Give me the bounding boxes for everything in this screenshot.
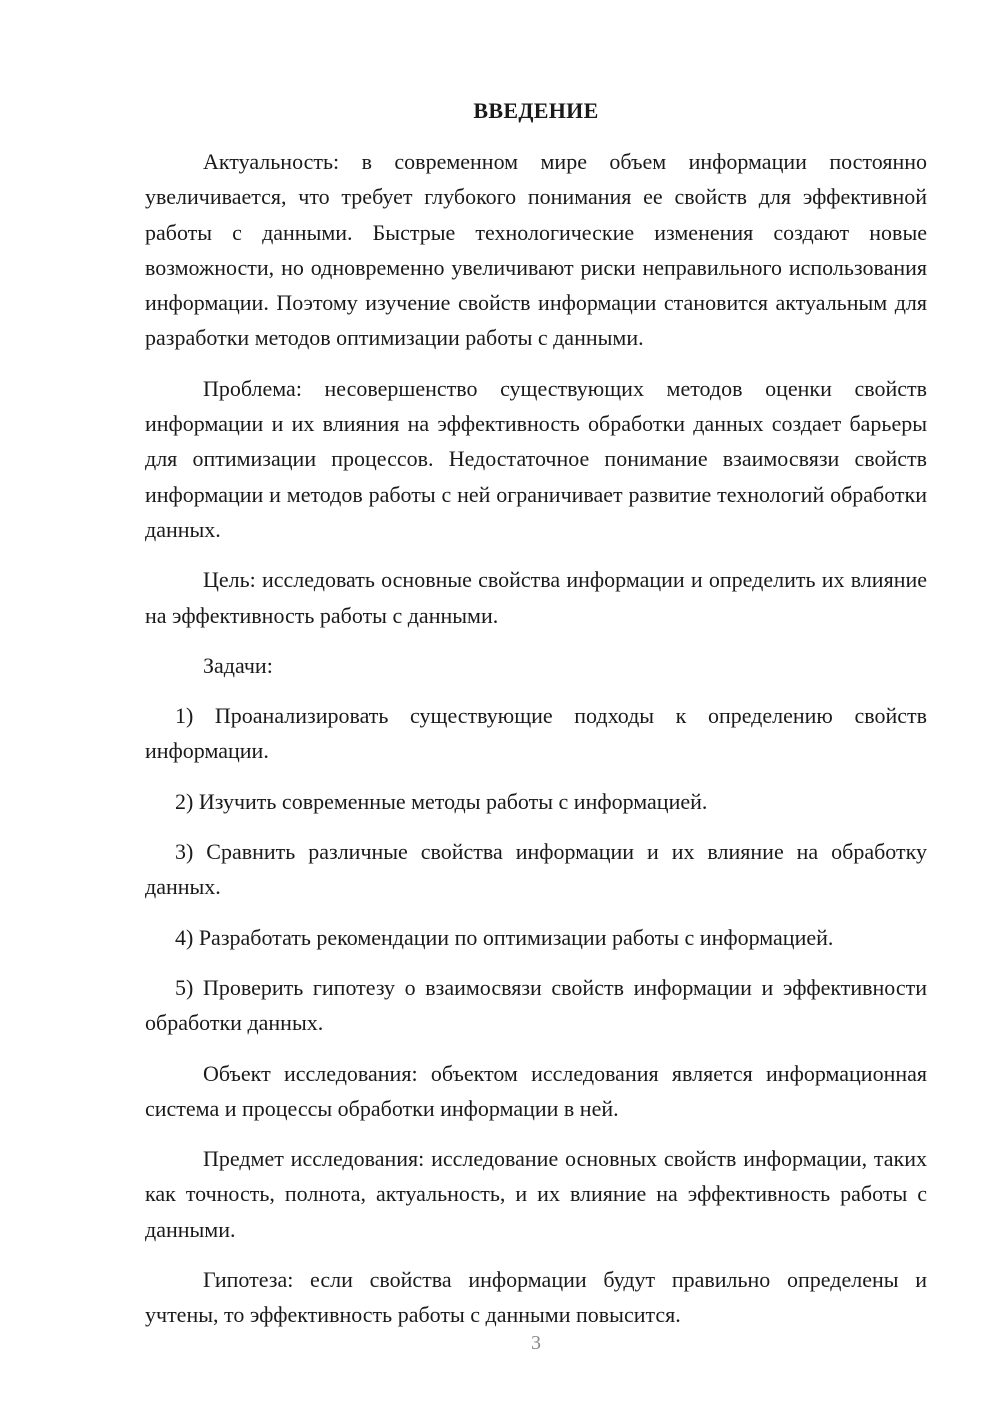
task-item: 2) Изучить современные методы работы с информацией. [175, 788, 708, 814]
paragraph-object: Объект исследования: объектом исследования является информационная система и процессы обработки информации в ней. [145, 1060, 927, 1121]
paragraph-subject: Предмет исследования: исследование основных свойств информации, таких как точность, полнота, актуальность, и их влияние на эффективность работы с данными. [145, 1146, 927, 1242]
paragraph-problem: Проблема: несовершенство существующих методов оценки свойств информации и их влияния на эффективность обработки данных создает барьеры для оптимизации процессов. Недостаточное понимание взаимосвязи свойств информации и методов работы с ней ограничивает развитие технологий обработки данных. [145, 375, 927, 542]
task-item: 5) Проверить гипотезу о взаимосвязи свойств информации и эффективности обработки данных. [145, 974, 927, 1036]
paragraph-relevance: Актуальность: в современном мире объем информации постоянно увеличивается, что требует глубокого понимания ее свойств для эффективной работы с данными. Быстрые технологические изменения создают новые возможности, но одновременно увеличивают риски неправильного использования информации. Поэтому изучение свойств информации становится актуальным для разработки методов оптимизации работы с данными. [145, 149, 927, 351]
paragraph-tasks-heading: Задачи: [203, 652, 273, 678]
section-title: ВВЕДЕНИЕ [473, 98, 599, 123]
paragraph-hypothesis: Гипотеза: если свойства информации будут правильно определены и учтены, то эффективность работы с данными повысится. [145, 1267, 927, 1328]
paragraph-goal: Цель: исследовать основные свойства информации и определить их влияние на эффективность работы с данными. [145, 567, 927, 628]
page-number: 3 [531, 1332, 541, 1354]
document-body [145, 144, 927, 1348]
task-item: 4) Разработать рекомендации по оптимизации работы с информацией. [175, 924, 834, 950]
task-item: 3) Сравнить различные свойства информации и их влияние на обработку данных. [145, 839, 927, 900]
task-item: 1) Проанализировать существующие подходы к определению свойств информации. [145, 703, 927, 764]
